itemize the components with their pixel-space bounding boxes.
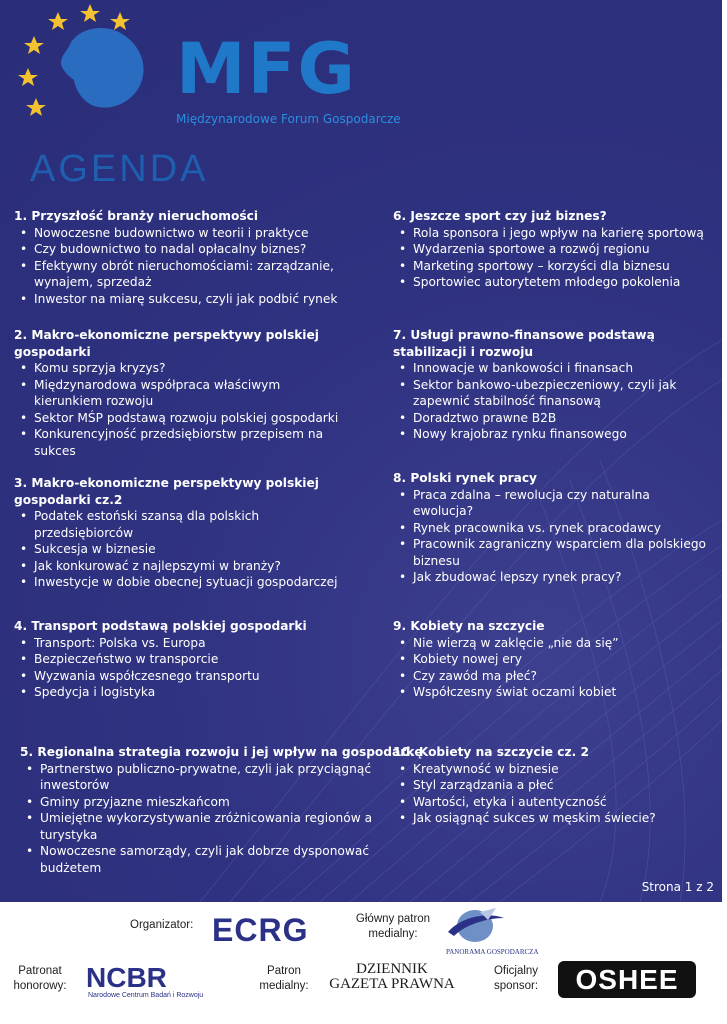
list-item: • Wydarzenia sportowe a rozwój regionu <box>393 241 713 258</box>
list-item: • Konkurencyjność przedsiębiorstw przepisem na sukces <box>14 426 344 459</box>
list-item: • Wartości, etyka i autentyczność <box>393 794 713 811</box>
list-item: • Nowy krajobraz rynku finansowego <box>393 426 715 443</box>
list-item: • Spedycja i logistyka <box>14 684 374 701</box>
list-item: • Sektor MŚP podstawą rozwoju polskiej gospodarki <box>14 410 344 427</box>
list-item: • Inwestor na miarę sukcesu, czyli jak podbić rynek <box>14 291 374 308</box>
agenda-section-7 <box>393 327 715 443</box>
dziennik-line-1: DZIENNIK <box>356 961 428 977</box>
list-item: • Kreatywność w biznesie <box>393 761 713 778</box>
list-item: • Sportowiec autorytetem młodego pokolenia <box>393 274 713 291</box>
list-item: • Efektywny obrót nieruchomościami: zarządzanie, wynajem, sprzedaż <box>14 258 374 291</box>
official-sponsor-label: Oficjalny sponsor: <box>493 965 539 992</box>
list-item: • Innowacje w bankowości i finansach <box>393 360 715 377</box>
list-item: • Styl zarządzania a płeć <box>393 777 713 794</box>
media-patron-label: Patron medialny: <box>259 965 309 992</box>
list-item: • Rola sponsora i jego wpływ na karierę sportową <box>393 225 713 242</box>
honorary-patron-label: Patronat honorowy: <box>13 965 67 992</box>
list-item: • Pracownik zagraniczny wsparciem dla polskiego biznesu <box>393 536 713 569</box>
agenda-section-9 <box>393 618 713 701</box>
list-item: • Gminy przyjazne mieszkańcom <box>20 794 375 811</box>
agenda-title: AGENDA <box>30 148 209 190</box>
section-title: 9. Kobiety na szczycie <box>393 619 545 633</box>
list-item: • Komu sprzyja kryzys? <box>14 360 344 377</box>
agenda-section-6 <box>393 208 713 291</box>
list-item: • Doradztwo prawne B2B <box>393 410 715 427</box>
section-title: 7. Usługi prawno-finansowe podstawą stabilizacji i rozwoju <box>393 328 655 359</box>
ncbr-subtitle: Narodowe Centrum Badań i Rozwoju <box>88 992 204 999</box>
list-item: • Marketing sportowy – korzyści dla biznesu <box>393 258 713 275</box>
section-title: 6. Jeszcze sport czy już biznes? <box>393 209 607 223</box>
agenda-section-8 <box>393 470 713 586</box>
list-item: • Umiejętne wykorzystywanie zróżnicowania regionów a turystyka <box>20 810 375 843</box>
list-item: • Międzynarodowa współpraca właściwym kierunkiem rozwoju <box>14 377 344 410</box>
list-item: • Nowoczesne samorządy, czyli jak dobrze dysponować budżetem <box>20 843 375 876</box>
europe-map-shape <box>61 28 144 108</box>
list-item: • Nie wierzą w zaklęcie „nie da się” <box>393 635 713 652</box>
section-title: 4. Transport podstawą polskiej gospodarki <box>14 619 307 633</box>
mfg-logo: MFG <box>176 28 357 110</box>
list-item: • Transport: Polska vs. Europa <box>14 635 374 652</box>
list-item: • Jak zbudować lepszy rynek pracy? <box>393 569 713 586</box>
list-item: • Sektor bankowo-ubezpieczeniowy, czyli jak zapewnić stabilność finansową <box>393 377 715 410</box>
agenda-section-4 <box>14 618 374 701</box>
list-item: • Współczesny świat oczami kobiet <box>393 684 713 701</box>
mfg-logo-subtitle: Międzynarodowe Forum Gospodarcze <box>176 112 401 126</box>
list-item: • Rynek pracownika vs. rynek pracodawcy <box>393 520 713 537</box>
list-item: • Bezpieczeństwo w transporcie <box>14 651 374 668</box>
agenda-section-2 <box>14 327 344 459</box>
list-item: • Nowoczesne budownictwo w teorii i praktyce <box>14 225 374 242</box>
agenda-section-1 <box>14 208 374 307</box>
list-item: • Inwestycje w dobie obecnej sytuacji gospodarczej <box>14 574 344 591</box>
agenda-section-5 <box>20 744 423 876</box>
section-title: 2. Makro-ekonomiczne perspektywy polskiej gospodarki <box>14 328 319 359</box>
panorama-gospodarcza-logo: PANORAMA GOSPODARCZA <box>446 948 539 956</box>
section-title: 8. Polski rynek pracy <box>393 471 537 485</box>
ncbr-logo: NCBR <box>86 962 167 993</box>
section-title: 3. Makro-ekonomiczne perspektywy polskiej gospodarki cz.2 <box>14 476 319 507</box>
oshee-logo: OSHEE <box>558 961 696 998</box>
list-item: • Podatek estoński szansą dla polskich przedsiębiorców <box>14 508 344 541</box>
organizer-label: Organizator: <box>130 919 194 931</box>
dziennik-gazeta-prawna-logo <box>322 962 462 992</box>
agenda-section-3 <box>14 475 344 591</box>
list-item: • Kobiety nowej ery <box>393 651 713 668</box>
panorama-globe-icon <box>440 906 510 948</box>
list-item: • Czy zawód ma płeć? <box>393 668 713 685</box>
list-item: • Czy budownictwo to nadal opłacalny biznes? <box>14 241 374 258</box>
section-title: 1. Przyszłość branży nieruchomości <box>14 209 259 223</box>
list-item: • Wyzwania współczesnego transportu <box>14 668 374 685</box>
page-number: Strona 1 z 2 <box>641 880 714 894</box>
list-item: • Partnerstwo publiczno-prywatne, czyli jak przyciągnąć inwestorów <box>20 761 375 794</box>
list-item: • Sukcesja w biznesie <box>14 541 344 558</box>
dziennik-line-2: GAZETA PRAWNA <box>329 976 455 992</box>
agenda-section-10 <box>393 744 713 827</box>
eu-map-stars-logo <box>18 4 168 124</box>
ecrg-logo: ECRG <box>212 912 309 948</box>
main-media-patron-label: Główny patron medialny: <box>355 913 431 940</box>
list-item: • Praca zdalna – rewolucja czy naturalna ewolucja? <box>393 487 713 520</box>
section-title: 5. Regionalna strategia rozwoju i jej wpływ na gospodarkę <box>20 745 423 759</box>
sponsors-footer <box>0 904 722 1020</box>
list-item: • Jak osiągnąć sukces w męskim świecie? <box>393 810 713 827</box>
list-item: • Jak konkurować z najlepszymi w branży? <box>14 558 344 575</box>
section-title: 10. Kobiety na szczycie cz. 2 <box>393 745 589 759</box>
